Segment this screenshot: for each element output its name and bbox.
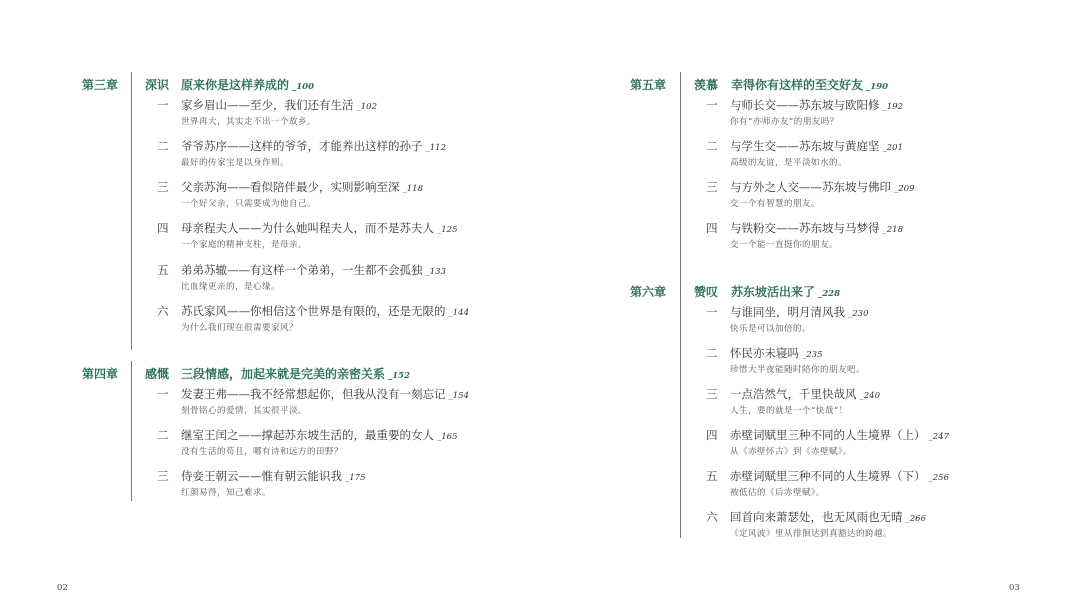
- entry-title: 继室王闰之——撑起苏东坡生活的，最重要的女人 _165: [181, 428, 458, 442]
- chapter-title-text: 原来你是这样养成的: [181, 78, 290, 92]
- chapter-keyword: 深识: [145, 78, 170, 92]
- page-ref: _154: [448, 391, 469, 401]
- chapter-title-text: 三段情感，加起来就是完美的亲密关系: [181, 367, 386, 381]
- chapter-title[interactable]: [731, 283, 840, 300]
- entry-index: 一: [157, 387, 169, 401]
- entry-subtitle: 最好的传家宝是以身作则。: [181, 158, 290, 168]
- chapter-label: 第五章: [630, 78, 667, 92]
- entry-index: 四: [706, 428, 718, 442]
- entry-title: 回首向来萧瑟处，也无风雨也无晴 _266: [730, 510, 926, 524]
- entry-title: 发妻王弗——我不经常想起你，但我从没有一刻忘记 _154: [181, 387, 469, 401]
- entry-index: 二: [706, 139, 718, 153]
- entry-title: 与铁粉交——苏东坡与马梦得 _218: [730, 221, 903, 235]
- page-ref: _144: [448, 308, 469, 318]
- entry-subtitle: 人生，要的就是一个“快哉”！: [730, 406, 848, 416]
- page-number-left: 02: [57, 583, 68, 593]
- entry-index: 六: [706, 510, 718, 524]
- page-ref: _190: [866, 82, 889, 92]
- entry-subtitle: 快乐是可以加倍的。: [730, 324, 812, 334]
- entry-index: 一: [157, 98, 169, 112]
- entry-index: 二: [706, 346, 718, 360]
- entry-index: 三: [706, 387, 718, 401]
- entry-title: 赤壁词赋里三种不同的人生境界（下） _256: [730, 469, 949, 483]
- entry-subtitle: 被低估的《后赤壁赋》。: [730, 488, 825, 498]
- entry-subtitle: 一个家庭的精神支柱，是母亲。: [181, 240, 308, 250]
- page-ref: _201: [882, 143, 903, 153]
- page-ref: _102: [356, 102, 377, 112]
- entry-title: 与谁同坐，明月清风我 _230: [730, 305, 869, 319]
- entry-title: 弟弟苏辙——有这样一个弟弟，一生都不会孤独 _133: [181, 263, 446, 277]
- chapter-title[interactable]: [181, 76, 314, 93]
- entry-subtitle: 没有生活的苟且，哪有诗和远方的田野？: [181, 447, 344, 457]
- chapter-divider: [131, 361, 132, 501]
- entry-title: 苏氏家风——你相信这个世界是有限的，还是无限的 _144: [181, 304, 469, 318]
- entry-subtitle: 世界再大，其实走不出一个故乡。: [181, 117, 317, 127]
- entry-subtitle: 《定风波》里从徘徊达到真豁达的跨越。: [730, 529, 893, 539]
- chapter-keyword: 羡慕: [694, 78, 719, 92]
- page-ref: _209: [894, 184, 915, 194]
- page-ref: _112: [425, 143, 446, 153]
- page-ref: _218: [882, 225, 903, 235]
- page-ref: _165: [437, 432, 458, 442]
- page-ref: _100: [292, 82, 315, 92]
- chapter-title-text: 幸得你有这样的至交好友: [731, 78, 864, 92]
- entry-title: 侍妾王朝云——惟有朝云能识我 _175: [181, 469, 366, 483]
- entry-subtitle: 红颜易得，知己难求。: [181, 488, 272, 498]
- page-ref: _228: [818, 289, 841, 299]
- entry-index: 一: [706, 305, 718, 319]
- page-ref: _266: [905, 514, 926, 524]
- entry-index: 四: [157, 221, 169, 235]
- page-ref: _192: [882, 102, 903, 112]
- entry-index: 五: [706, 469, 718, 483]
- chapter-title[interactable]: [181, 365, 410, 382]
- chapter-label: 第六章: [630, 285, 667, 299]
- entry-index: 一: [706, 98, 718, 112]
- chapter-title-text: 苏东坡活出来了: [731, 285, 816, 299]
- entry-subtitle: 高级的友谊，是平淡如水的。: [730, 158, 848, 168]
- page-ref: _152: [388, 371, 411, 381]
- page-ref: _256: [928, 473, 949, 483]
- page-ref: _118: [402, 184, 423, 194]
- entry-index: 三: [706, 180, 718, 194]
- entry-subtitle: 一个好父亲，只需要成为他自己。: [181, 199, 317, 209]
- chapter-title[interactable]: [731, 76, 888, 93]
- page-ref: _133: [425, 267, 446, 277]
- entry-subtitle: 刻骨铭心的爱情，其实很平淡。: [181, 406, 308, 416]
- entry-index: 三: [157, 180, 169, 194]
- entry-subtitle: 交一个能一直挺你的朋友。: [730, 240, 839, 250]
- chapter-label: 第四章: [82, 367, 119, 381]
- entry-title: 家乡眉山——至少，我们还有生活 _102: [181, 98, 377, 112]
- page-number-right: 03: [1009, 583, 1020, 593]
- entry-subtitle: 为什么我们现在很需要家风？: [181, 323, 299, 333]
- chapter-divider: [680, 72, 681, 538]
- entry-title: 与师长交——苏东坡与欧阳修 _192: [730, 98, 903, 112]
- page-ref: _125: [437, 225, 458, 235]
- entry-index: 三: [157, 469, 169, 483]
- entry-subtitle: 交一个有智慧的朋友。: [730, 199, 821, 209]
- page-ref: _175: [345, 473, 366, 483]
- page-ref: _235: [802, 350, 823, 360]
- entry-title: 赤壁词赋里三种不同的人生境界（上） _247: [730, 428, 949, 442]
- entry-subtitle: 你有“亦师亦友”的朋友吗？: [730, 117, 839, 127]
- entry-title: 与方外之人交——苏东坡与佛印 _209: [730, 180, 915, 194]
- entry-title: 爷爷苏序——这样的爷爷，才能养出这样的孙子 _112: [181, 139, 446, 153]
- entry-title: 一点浩然气，千里快哉风 _240: [730, 387, 880, 401]
- page-ref: _247: [928, 432, 949, 442]
- entry-subtitle: 从《赤壁怀古》到《赤壁赋》。: [730, 447, 852, 457]
- entry-index: 五: [157, 263, 169, 277]
- entry-title: 父亲苏洵——看似陪伴最少，实则影响至深 _118: [181, 180, 423, 194]
- chapter-label: 第三章: [82, 78, 119, 92]
- chapter-keyword: 赞叹: [694, 285, 719, 299]
- page-ref: _230: [848, 309, 869, 319]
- entry-title: 怀民亦未寝吗 _235: [730, 346, 823, 360]
- chapter-keyword: 感慨: [145, 367, 170, 381]
- entry-subtitle: 比血缘更亲的，是心缘。: [181, 282, 281, 292]
- entry-title: 与学生交——苏东坡与黄庭坚 _201: [730, 139, 903, 153]
- entry-index: 六: [157, 304, 169, 318]
- entry-title: 母亲程夫人——为什么她叫程夫人，而不是苏夫人 _125: [181, 221, 458, 235]
- entry-index: 二: [157, 428, 169, 442]
- entry-index: 四: [706, 221, 718, 235]
- entry-index: 二: [157, 139, 169, 153]
- entry-subtitle: 珍惜大半夜能随时陪你的朋友吧。: [730, 365, 866, 375]
- page-ref: _240: [859, 391, 880, 401]
- chapter-divider: [131, 72, 132, 350]
